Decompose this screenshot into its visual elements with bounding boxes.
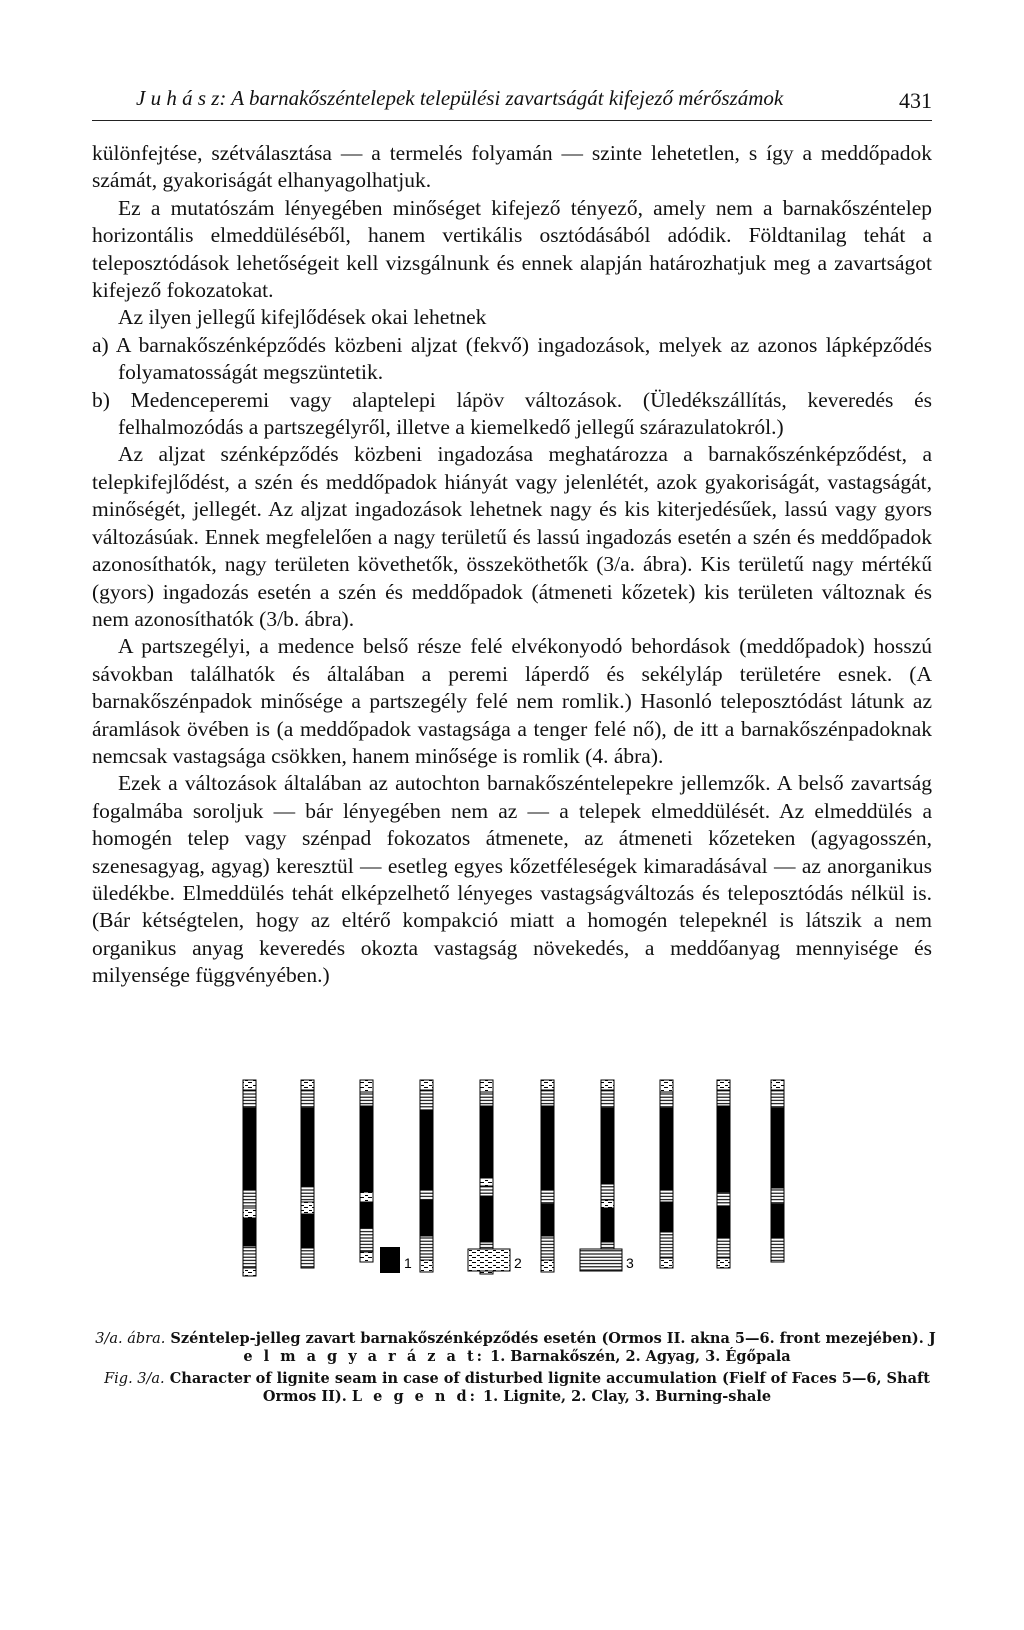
burning-shale-layer — [301, 1248, 314, 1268]
caption-hu-legend-text: 1. Barnakőszén, 2. Agyag, 3. Égőpala — [490, 1348, 791, 1365]
seam-column — [660, 1080, 673, 1268]
lignite-layer — [301, 1108, 314, 1186]
caption-en-text: Character of lignite seam in case of disturbed lignite accumulation (Fielf of Faces 5—6, Shaft Ormos II). — [169, 1370, 930, 1405]
paragraph: Az ilyen jellegű kifejlődések okai lehetnek — [118, 305, 487, 330]
burning-shale-layer — [420, 1236, 433, 1260]
clay-layer — [717, 1080, 730, 1090]
burning-shale-layer — [660, 1190, 673, 1202]
lignite-layer — [243, 1218, 256, 1246]
lignite-layer — [660, 1108, 673, 1190]
burning-shale-layer — [771, 1188, 784, 1204]
lignite-layer — [243, 1108, 256, 1190]
burning-shale-layer — [717, 1192, 730, 1206]
legend-swatch-lignite — [380, 1247, 400, 1273]
seam-column — [301, 1080, 314, 1268]
paragraph: Ez a mutatószám lényegében minőséget kifejező tényező, amely nem a barnakőszéntelep horizontális elmeddüléséből, hanem vertikális osztódásából adódik. Földtanilag tehát a teleposztódások lehetőségeit kell vizsgálnunk és ennek alapján határozhatjuk meg a zavartságot kifejező fokozatokat. — [92, 195, 932, 303]
seam-column — [243, 1080, 256, 1276]
caption-hu-text: Széntelep-jelleg zavart barnakőszénképződés esetén (Ormos II. akna 5—6. front mezejében). — [170, 1330, 924, 1347]
lignite-layer — [771, 1204, 784, 1238]
seam-column — [360, 1080, 373, 1262]
burning-shale-layer — [771, 1090, 784, 1108]
clay-layer — [541, 1080, 554, 1090]
lignite-layer — [480, 1106, 493, 1178]
caption-en-legend-text: 1. Lignite, 2. Clay, 3. Burning-shale — [483, 1388, 772, 1405]
paragraph: A partszegélyi, a medence belső része felé elvékonyodó behordások (meddőpadok) hosszú sávokban találhatók és általában a peremi láperdő és sekélyláp területére esnek. (A barnakőszénpadok minősége a partszegély felé nem romlik.) Hasonló teleposztódást látunk az áramlások övében is (a meddőpadok vastagsága a tenger felé nő), de itt a barnakőszénpadoknak nemcsak vastagsága csökken, hanem minősége is romlik (4. ábra). — [92, 634, 932, 768]
list-item-b: b) Medenceperemi vagy alaptelepi lápöv változások. (Üledékszállítás, keveredés és felhalmozódás a partszegélyről, illetve a kiemelkedő jellegű szárazulatokról.) — [92, 387, 932, 440]
burning-shale-layer — [541, 1190, 554, 1204]
seam-column — [480, 1080, 493, 1274]
burning-shale-layer — [660, 1092, 673, 1108]
burning-shale-layer — [243, 1090, 256, 1108]
lignite-layer — [480, 1196, 493, 1242]
burning-shale-layer — [243, 1190, 256, 1208]
burning-shale-layer — [601, 1090, 614, 1108]
clay-layer — [771, 1080, 784, 1090]
seam-column — [420, 1080, 433, 1272]
caption-english — [92, 1370, 942, 1406]
page-number: 431 — [899, 88, 932, 113]
burning-shale-layer — [771, 1238, 784, 1262]
legend-num-1: 1 — [404, 1255, 412, 1271]
lignite-layer — [541, 1204, 554, 1236]
burning-shale-layer — [420, 1090, 433, 1110]
burning-shale-layer — [480, 1092, 493, 1106]
burning-shale-layer — [541, 1090, 554, 1106]
body-text — [92, 140, 932, 990]
clay-layer — [660, 1258, 673, 1268]
paragraph: különfejtése, szétválasztása — a termelés folyamán — szinte lehetetlen, s így a meddőpadok számát, gyakoriságát elhanyagolhatjuk. — [92, 141, 932, 193]
clay-layer — [243, 1080, 256, 1090]
clay-layer — [717, 1258, 730, 1268]
lignite-layer — [717, 1206, 730, 1238]
lignite-layer — [360, 1106, 373, 1192]
clay-layer — [301, 1080, 314, 1090]
clay-layer — [601, 1200, 614, 1208]
legend — [380, 1247, 634, 1273]
legend-num-2: 2 — [514, 1255, 522, 1271]
clay-layer — [660, 1080, 673, 1092]
caption-hu-legend-label: J e l m a g y a r á z a t: — [243, 1330, 939, 1365]
clay-layer — [420, 1080, 433, 1090]
list-item-a: a) A barnakőszénképződés közbeni aljzat (fekvő) ingadozások, melyek az azonos lápképződés folyamatosságát megszüntetik. — [92, 332, 932, 385]
burning-shale-layer — [420, 1190, 433, 1200]
burning-shale-layer — [301, 1186, 314, 1202]
lignite-layer — [660, 1202, 673, 1232]
paragraph: Az aljzat szénképződés közbeni ingadozása meghatározza a barnakőszénképződést, a telepkifejlődést, a szén és meddőpadok hiányát vagy jelenlétét, azok gyakoriságát, vastagságát, minőségét, jellegét. Az aljzat ingadozások lehetnek nagy és kis kiterjedésűek, lassú vagy gyors változásúak. Ennek megfelelően a nagy területű és lassú ingadozás esetén a szén és meddőpadok azonosíthatók, nagy területen követhetők, összeköthetők (3/a. ábra). Kis területű nagy mértékű (gyors) ingadozás esetén a szén és meddőpadok (átmeneti kőzetek) kis területen változnak és nem azonosíthatók (3/b. ábra). — [92, 442, 932, 631]
burning-shale-layer — [717, 1090, 730, 1106]
burning-shale-layer — [541, 1236, 554, 1260]
legend-swatch-burning-shale — [580, 1249, 622, 1271]
burning-shale-layer — [601, 1184, 614, 1200]
burning-shale-layer — [301, 1090, 314, 1108]
legend-num-3: 3 — [626, 1255, 634, 1271]
seam-column — [717, 1080, 730, 1268]
burning-shale-layer — [360, 1092, 373, 1106]
clay-layer — [360, 1192, 373, 1202]
paragraph: Ezek a változások általában az autochton barnakőszéntelepekre jellemzők. A belső zavartság fogalmába soroljuk — bár lényegében nem az — a telepek elmeddülését. Az elmeddülés a homogén telep vagy szénpad fokozatos átmenete, az átmeneti kőzeteken (agyagosszén, szenesagyag, agyag) keresztül — esetleg egyes kőzetféleségek kimaradásával — az anorganikus üledékbe. Elmeddülés tehát elképzelhető lényeges vastagságváltozás és teleposztódás nélkül is. (Bár kétségtelen, hogy az eltérő kompakció miatt a homogén telepeknél is látszik a nem organikus anyag keveredés okozta vastagság növekedés, a meddőanyag mennyisége és milyensége függvényében.) — [92, 771, 932, 988]
caption-hu-label: 3/a. ábra. — [95, 1331, 166, 1347]
seam-column — [771, 1080, 784, 1262]
lignite-layer — [420, 1110, 433, 1190]
seam-column — [541, 1080, 554, 1272]
lignite-layer — [301, 1214, 314, 1248]
page-header — [92, 76, 932, 121]
lignite-layer — [601, 1208, 614, 1242]
caption-en-legend-label: L e g e n d: — [351, 1388, 478, 1405]
lignite-layer — [771, 1108, 784, 1188]
lignite-layer — [717, 1106, 730, 1192]
running-title: J u h á s z: A barnakőszéntelepek települési zavartságát kifejező mérőszámok — [136, 86, 784, 110]
lignite-layer — [541, 1106, 554, 1190]
lignite-layer — [420, 1200, 433, 1236]
burning-shale-layer — [243, 1246, 256, 1268]
caption-en-label: Fig. 3/a. — [104, 1371, 165, 1387]
seam-column — [601, 1080, 614, 1264]
seam-columns-diagram — [0, 1070, 1024, 1330]
burning-shale-layer — [360, 1228, 373, 1252]
burning-shale-layer — [717, 1238, 730, 1258]
burning-shale-layer — [480, 1186, 493, 1196]
clay-layer — [301, 1202, 314, 1214]
clay-layer — [360, 1080, 373, 1092]
burning-shale-layer — [660, 1232, 673, 1258]
lignite-layer — [360, 1202, 373, 1228]
clay-layer — [243, 1208, 256, 1218]
clay-layer — [480, 1080, 493, 1092]
caption-hungarian — [92, 1330, 942, 1366]
lignite-layer — [601, 1108, 614, 1184]
clay-layer — [243, 1268, 256, 1276]
clay-layer — [541, 1260, 554, 1272]
legend-swatch-clay — [468, 1249, 510, 1271]
clay-layer — [601, 1080, 614, 1090]
clay-layer — [480, 1178, 493, 1186]
clay-layer — [420, 1260, 433, 1272]
clay-layer — [360, 1252, 373, 1262]
figure-caption — [92, 1330, 942, 1410]
